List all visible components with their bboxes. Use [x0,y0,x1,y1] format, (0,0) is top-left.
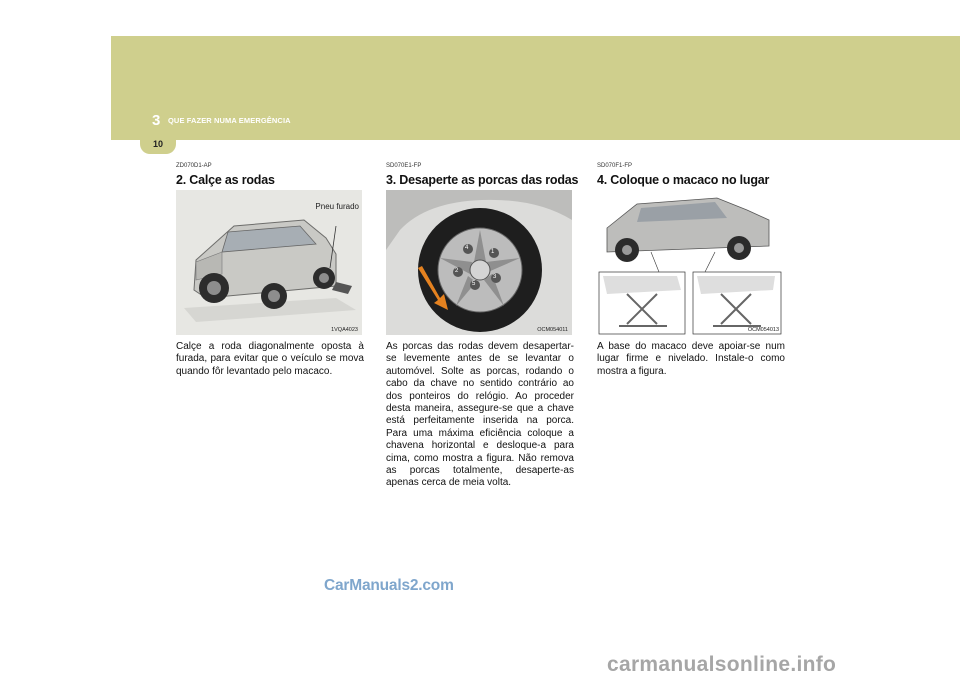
nut-label-2: 2 [455,268,459,274]
figure-jack-position [597,190,783,335]
wheel-nuts-illustration [386,190,572,335]
section-position-jack [597,163,785,378]
watermark-carmanuals2[interactable]: CarManuals2.com [324,577,454,594]
nut-label-3: 3 [493,274,497,280]
header-gap [111,140,960,154]
jack-position-illustration [597,190,783,335]
chapter-number: 3 [152,112,161,129]
car-chock-illustration [176,190,362,335]
chapter-title: QUE FAZER NUMA EMERGÊNCIA [168,116,291,125]
figure-wheel-nuts [386,190,572,335]
section-title: 2. Calçe as rodas [176,173,275,187]
section-loosen-nuts [386,163,579,490]
watermark-carmanualsonline[interactable]: carmanualsonline.info [607,653,837,676]
section-code: SD070F1-FP [597,163,633,169]
figure-chocked-car [176,190,362,335]
figure-code: OCM054011 [537,327,568,333]
section-code: ZD070D1-AP [176,163,212,169]
nut-label-5: 5 [472,281,476,287]
nut-label-4: 4 [465,245,469,251]
figure-code: 1VQA4023 [331,327,358,333]
section-chock-wheels [176,163,364,378]
nut-label-1: 1 [491,249,495,255]
section-title: 4. Coloque o macaco no lugar [597,173,770,187]
flat-tire-label: Pneu furado [315,202,359,211]
section-body: Calçe a roda diagonalmente oposta à furada, para evitar que o veículo se mova quando fôr levantado pelo macaco. [176,341,364,377]
page-number: 10 [152,139,163,149]
section-code: SD070E1-FP [386,163,422,169]
section-title: 3. Desaperte as porcas das rodas [386,173,579,187]
section-body: As porcas das rodas devem desapertar-se levemente antes de se levantar o automóvel. Solte as porcas, rodando o cabo da chave no sentido contrário ao dos ponteiros do relógio. Ao proceder desta maneira, assegure-se que a chave está perfeitamente inserida na porca. Para uma máxima eficiência coloque a chavena horizontal e desloque-a para cima, como mostra a figura. Não remova as porcas totalmente, desaperte-as apenas cerca de meia volta. [386,341,574,489]
figure-code: OCM054013 [747,327,779,333]
section-body: A base do macaco deve apoiar-se num lugar firme e nivelado. Instale-o como mostra a figura. [597,341,785,377]
